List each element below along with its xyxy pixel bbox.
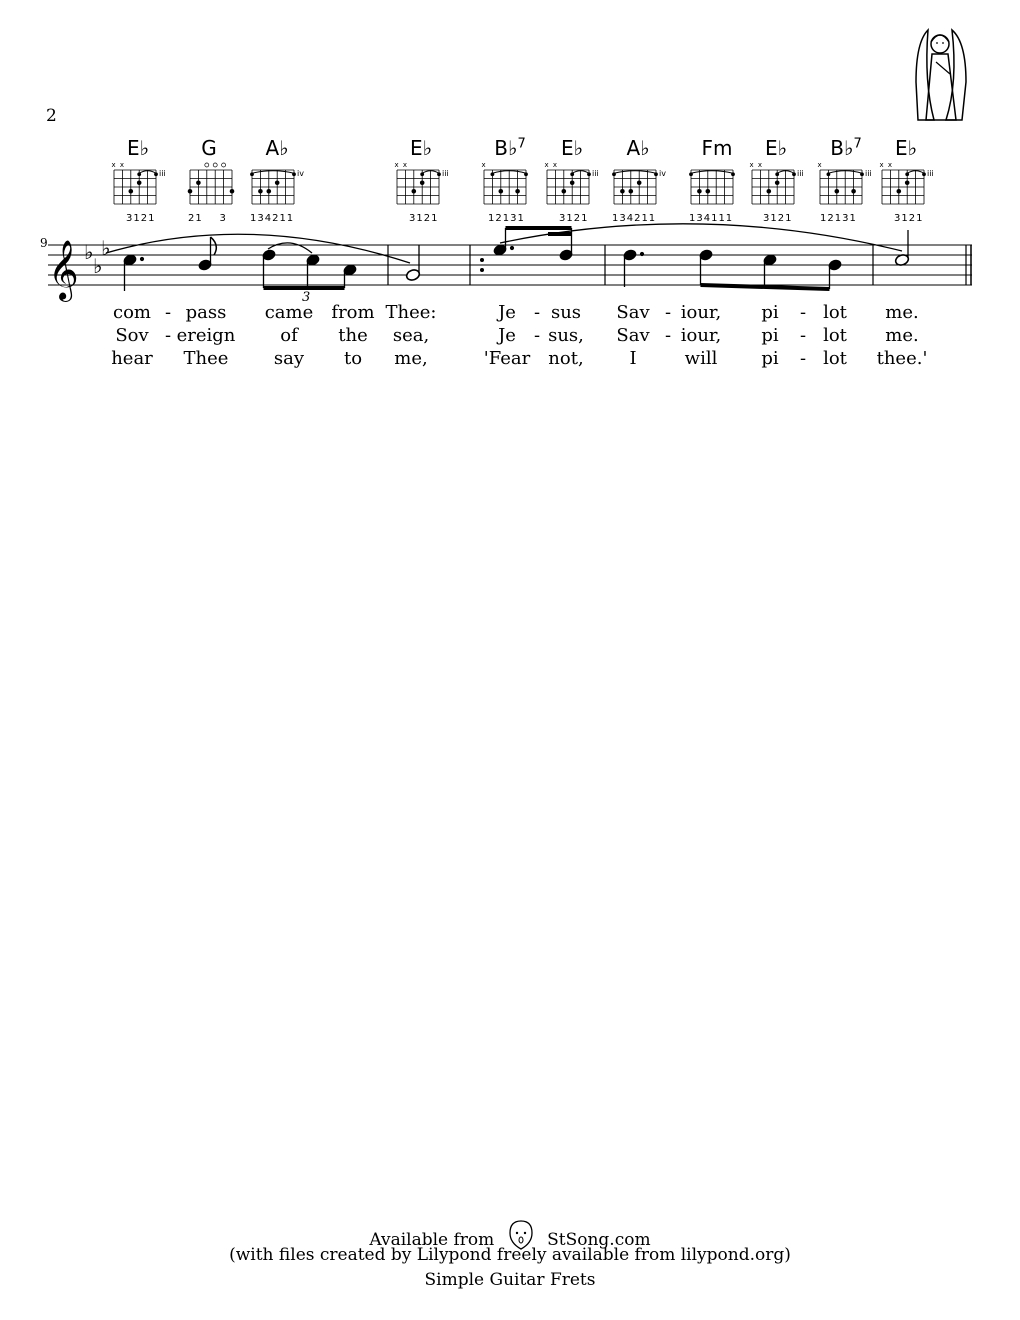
chord-fingering: 134211: [250, 213, 295, 224]
lyric-syllable: the: [338, 325, 368, 346]
lyric-syllable: Je: [498, 325, 516, 346]
fret-position: iii: [797, 169, 804, 178]
fret-diagram: [482, 160, 544, 212]
fret-position: iii: [159, 169, 166, 178]
lyric-syllable: to: [343, 348, 363, 369]
chord-fingering: 3121: [763, 213, 793, 224]
lyric-syllable: iour,: [680, 325, 722, 346]
svg-text:x: x: [394, 161, 399, 169]
lyric-syllable: ereign: [176, 325, 236, 346]
lyric-hyphen: -: [164, 325, 172, 346]
svg-text:♭: ♭: [84, 240, 94, 264]
lyric-syllable: pass: [185, 302, 227, 323]
svg-text:x: x: [887, 161, 893, 169]
chord-name: E♭: [126, 136, 150, 160]
fret-position: iv: [659, 169, 666, 178]
chord-name: Fm: [701, 136, 733, 160]
measure-number: 9: [40, 236, 48, 250]
lyric-syllable: 'Fear: [483, 348, 531, 369]
svg-text:x: x: [879, 161, 884, 169]
chord-name: A♭: [265, 136, 289, 160]
fret-diagram: [750, 160, 812, 212]
fret-diagram: [818, 160, 880, 212]
chord-name: E♭: [409, 136, 433, 160]
fret-diagram: [250, 160, 312, 212]
chord-fingering: 134111: [689, 213, 734, 224]
lyric-hyphen: -: [799, 325, 807, 346]
lyric-syllable: from: [331, 302, 375, 323]
fret-diagram: [545, 160, 607, 212]
chord-name: E♭: [560, 136, 584, 160]
fret-diagram: [112, 160, 174, 212]
angel-logo: [910, 22, 970, 124]
chord-fingering: 12131: [488, 213, 525, 224]
lyric-syllable: pi: [761, 325, 779, 346]
key-signature-flats: [84, 236, 110, 278]
lyric-hyphen: -: [799, 348, 807, 369]
slurs: [106, 224, 902, 263]
lyric-syllable: say: [273, 348, 305, 369]
chord-fingering: 3121: [409, 213, 439, 224]
lyric-syllable: sus: [550, 302, 582, 323]
lyric-syllable: Je: [498, 302, 516, 323]
lyric-hyphen: -: [799, 302, 807, 323]
lyric-syllable: Sav: [616, 302, 650, 323]
lyric-syllable: not,: [548, 348, 584, 369]
footer-available-label: Available from: [369, 1230, 495, 1250]
lyric-hyphen: -: [664, 325, 672, 346]
lyric-hyphen: -: [164, 302, 172, 323]
lyric-syllable: Thee:: [385, 302, 437, 323]
chord-name: E♭: [764, 136, 788, 160]
triplet-mark: 3: [302, 290, 311, 305]
svg-text:x: x: [119, 161, 125, 169]
lyric-syllable: came: [264, 302, 314, 323]
lyric-syllable: lot: [823, 302, 847, 323]
svg-text:♭: ♭: [101, 236, 111, 260]
lyric-syllable: sus,: [548, 325, 584, 346]
svg-text:♭: ♭: [93, 254, 103, 278]
svg-text:x: x: [402, 161, 408, 169]
svg-text:x: x: [749, 161, 754, 169]
chord-name: G: [201, 136, 217, 160]
lyric-syllable: Sov: [115, 325, 149, 346]
page-number: 2: [46, 106, 57, 126]
lyric-syllable: me.: [885, 325, 919, 346]
chord-fingering: 3121: [559, 213, 589, 224]
fret-diagram: [612, 160, 674, 212]
svg-text:x: x: [544, 161, 549, 169]
chord-fingering: 21 3: [188, 213, 227, 224]
chord-name: E♭: [894, 136, 918, 160]
fret-diagram: [395, 160, 457, 212]
lyric-hyphen: -: [533, 302, 541, 323]
lyric-syllable: I: [629, 348, 637, 369]
lyric-syllable: thee.': [876, 348, 928, 369]
lyric-syllable: of: [280, 325, 298, 346]
fret-diagram: [880, 160, 942, 212]
lyric-syllable: com: [113, 302, 151, 323]
lyric-syllable: lot: [823, 325, 847, 346]
lyric-syllable: sea,: [392, 325, 430, 346]
lyric-syllable: pi: [761, 348, 779, 369]
lyric-syllable: iour,: [680, 302, 722, 323]
svg-text:x: x: [111, 161, 116, 169]
lyric-hyphen: -: [664, 302, 672, 323]
svg-text:x: x: [757, 161, 763, 169]
footer-site-link[interactable]: StSong.com: [547, 1230, 651, 1250]
lyric-syllable: lot: [823, 348, 847, 369]
fret-position: iii: [592, 169, 599, 178]
lyric-syllable: me.: [885, 302, 919, 323]
lyric-syllable: hear: [111, 348, 153, 369]
chord-fingering: 3121: [894, 213, 924, 224]
footer-subtitle: Simple Guitar Frets: [424, 1270, 596, 1290]
svg-text:x: x: [817, 161, 822, 169]
lyric-syllable: Thee: [183, 348, 229, 369]
lyric-syllable: Sav: [616, 325, 650, 346]
chord-name: B♭$^7$: [494, 136, 526, 160]
svg-text:x: x: [552, 161, 558, 169]
lyric-syllable: will: [684, 348, 718, 369]
lyric-syllable: pi: [761, 302, 779, 323]
fret-diagram: [188, 160, 250, 212]
fret-position: iii: [865, 169, 872, 178]
fret-position: iii: [442, 169, 449, 178]
chord-fingering: 12131: [820, 213, 857, 224]
fret-position: iv: [297, 169, 304, 178]
fret-diagram: [689, 160, 751, 212]
chord-fingering: 3121: [126, 213, 156, 224]
chord-name: B♭$^7$: [830, 136, 862, 160]
footer-credit: (with files created by Lilypond freely available from lilypond.org): [229, 1245, 791, 1265]
svg-text:x: x: [481, 161, 486, 169]
treble-clef-icon: 𝄞: [48, 240, 79, 300]
lyric-syllable: me,: [394, 348, 428, 369]
chord-fingering: 134211: [612, 213, 657, 224]
fret-position: iii: [927, 169, 934, 178]
lyric-hyphen: -: [533, 325, 541, 346]
chord-name: A♭: [626, 136, 650, 160]
